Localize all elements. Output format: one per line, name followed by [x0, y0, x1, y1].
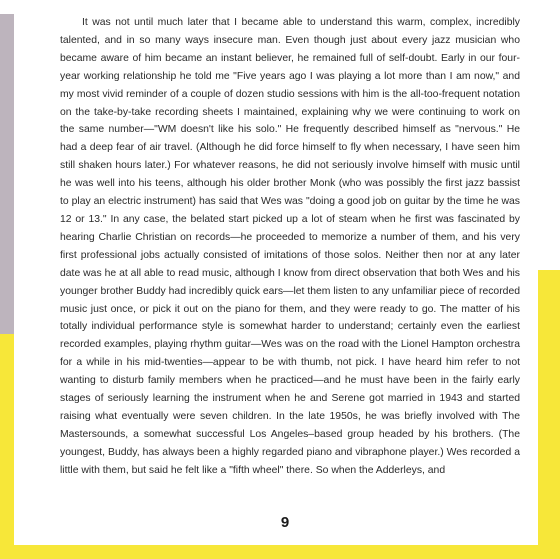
left-yellow-band [0, 334, 14, 559]
page-number: 9 [280, 514, 290, 531]
bottom-yellow-band [0, 545, 560, 559]
left-side-stripe [0, 14, 14, 334]
right-yellow-band [538, 270, 560, 559]
body-paragraph: It was not until much later that I became able to understand this warm, complex, incredibly talented, and in so many ways insecure man. Even though just about every jazz musician who became aware of him became an instant believer, he remained full of self-doubt. Early in our four-year working relationship he told me "Five years ago I was playing a lot more than I am now," and my most vivid reminder of a couple of dozen studio sessions with him is the all-too-frequent notation on the take-by-take recording sheets I maintained, explaining why we were continuing to work on the same number—"WM doesn't like his solo." He frequently described himself as "nervous." He had a deep fear of air travel. (Although he did force himself to fly when necessary, I have seen him still shaken hours later.) For whatever reasons, he did not seriously involve himself with music until he was well into his teens, although his older brother Monk (who was possibly the first jazz bassist to play an electric instrument) has said that Wes was "doing a good job on guitar by the time he was 12 or 13." In any case, the belated start picked up a lot of steam when he first was fascinated by hearing Charlie Christian on records—he proceeded to memorize a number of them, and his very first professional jobs actually consisted of imitations of those solos. Neither then nor at any later date was he at all able to read music, although I know from direct observation that both Wes and his younger brother Buddy had incredibly quick ears—let them listen to any unfamiliar piece of recorded music just once, or pick it out on the piano for them, and they were ready to go. The matter of his totally individual performance style is somewhat harder to understand; certainly even the earliest recorded examples, playing rhythm guitar—Wes was on the road with the Lionel Hampton orchestra for a while in his mid-twenties—appear to be with thumb, not pick. I have heard him refer to not wanting to disturb family members when he practiced—and he must have been in the fairly early stages of seriously learning the instrument when he and Serene got married in 1943 and started raising what eventually were seven children. In the late 1950s, he was briefly involved with The Mastersounds, a somewhat successful Los Angeles–based group headed by his brothers. (The youngest, Buddy, has always been a highly regarded piano and vibraphone player.) Wes recorded a little with them, but said he felt like a "fifth wheel" there. So when the Adderleys, and [60, 17, 520, 476]
